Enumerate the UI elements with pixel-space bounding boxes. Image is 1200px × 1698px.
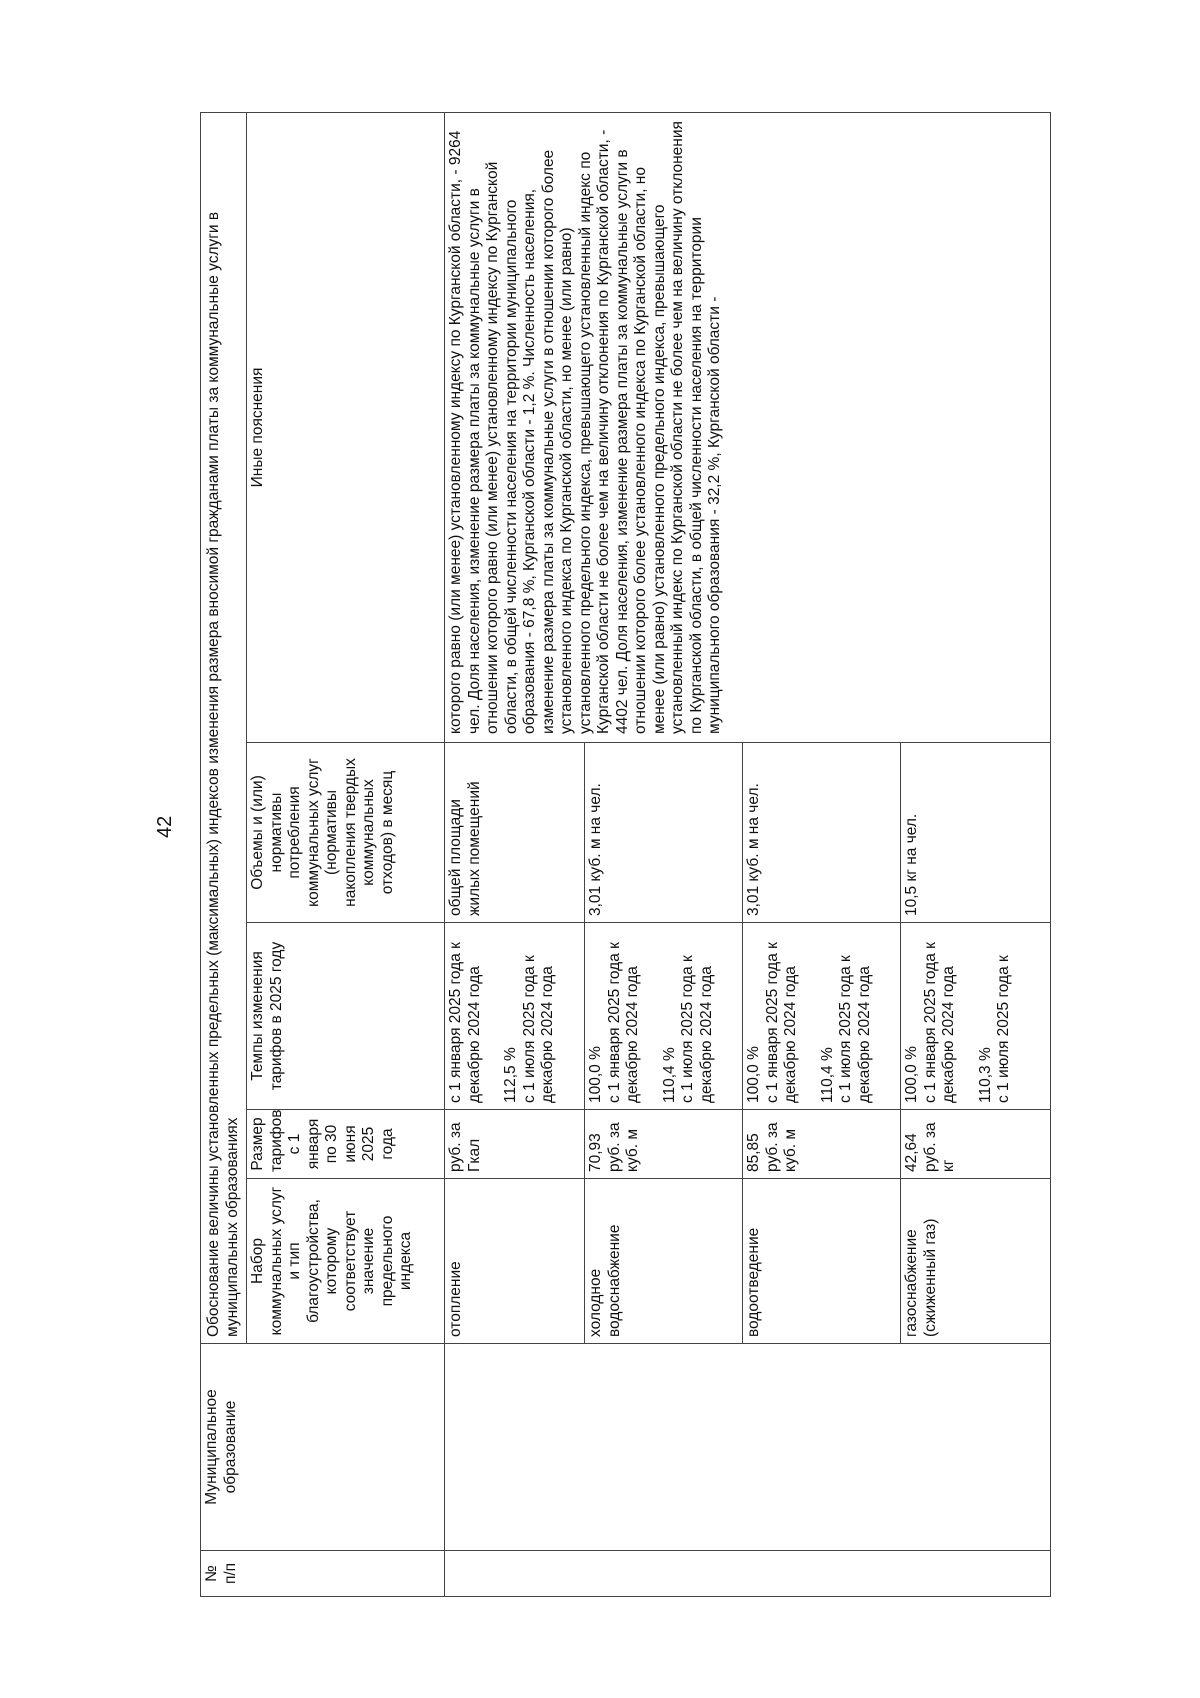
- rate-2-pct: 110,3 %: [976, 1047, 994, 1103]
- rotated-table-container: [200, 113, 1140, 1597]
- rates-cell: [445, 923, 585, 1110]
- notes-cell: которого равно (или менее) установленному индексу по Курганской области, - 9264 чел. Доля населения, изменение размера платы за коммунальные услуги в отношении которого равно (или менее) установленному индексу по Курганской области, в общей численности населения на территории муниципального образования - 67,8 %, Курганской области - 1,2 %. Численность населения, изменение размера платы за коммунальные услуги в отношении которого более установленного индекса по Курганской области, но менее (или равно) установленного предельного индекса, превышающего установленный индекс по Курганской области не более чем на величину отклонения по Курганской области, - 4402 чел. Доля населения, изменение размера платы за коммунальные услуги в отношении которого более установленного индекса по Курганской области, но менее (или равно) установленного предельного индекса, превышающего установленный индекс по Курганской области не более чем на величину отклонения по Курганской области, в общей численности населения на территории муниципального образования - 32,2 %, Курганской области -: [445, 112, 1051, 742]
- col-number-header: № п/п: [201, 1551, 445, 1597]
- page-number: 42: [154, 815, 176, 838]
- rate-2-text: с 1 июля 2025 года к декабрю 2024 года: [837, 955, 873, 1103]
- rates-cell: [585, 923, 743, 1110]
- municipality-cell: [445, 1344, 1051, 1551]
- col-rates-header: Темпы изменения тарифов в 2025 году: [247, 923, 445, 1110]
- row-number-cell: [445, 1551, 1051, 1597]
- group-title-header: Обоснование величины установленных предельных (максимальных) индексов изменения размера вносимой гражданами платы за коммунальные услуги в муниципальных образованиях: [201, 112, 247, 1343]
- tariff-cell: 70,93 руб. за куб. м: [585, 1110, 743, 1179]
- col-municipality-header: Муниципальное образование: [201, 1344, 445, 1551]
- service-cell: холодное водоснабжение: [585, 1179, 743, 1344]
- rate-2-text: с 1 июля 2025 года к декабрю 2024 года: [520, 955, 556, 1103]
- header-row-1: [201, 112, 247, 1596]
- rate-1-pct: 100,0 %: [745, 1046, 762, 1103]
- rates-cell: [743, 923, 901, 1110]
- volume-cell: 3,01 куб. м на чел.: [585, 743, 743, 923]
- rate-2-pct: 110,4 %: [660, 1047, 678, 1103]
- tariff-cell: руб. за Гкал: [445, 1110, 585, 1179]
- rate-2-text: с 1 июля 2025 года к: [995, 955, 1012, 1103]
- rate-2-pct: 110,4 %: [818, 1047, 836, 1103]
- rate-1-pct: 100,0 %: [903, 1046, 920, 1103]
- rate-1-text: с 1 января 2025 года к декабрю 2024 года: [921, 942, 957, 1103]
- tariff-justification-table: [200, 112, 1051, 1597]
- col-service-set-header: Набор коммунальных услуг и тип благоустройства, которому соответствует значение предельного индекса: [247, 1179, 445, 1344]
- rate-1-text: с 1 января 2025 года к декабрю 2024 года: [447, 942, 483, 1103]
- volume-cell: 3,01 куб. м на чел.: [743, 743, 901, 923]
- service-cell: газоснабжение (сжиженный газ): [901, 1179, 1051, 1344]
- volume-cell: общей площади жилых помещений: [445, 743, 585, 923]
- col-volume-header: Объемы и (или) нормативы потребления коммунальных услуг (нормативы накопления твердых коммунальных отходов) в месяц: [247, 743, 445, 923]
- col-tariff-header: Размер тарифов с 1 января по 30 июня 2025 года: [247, 1110, 445, 1179]
- rate-2-text: с 1 июля 2025 года к декабрю 2024 года: [679, 955, 715, 1103]
- rate-1-text: с 1 января 2025 года к декабрю 2024 года: [763, 942, 799, 1103]
- rates-cell: [901, 923, 1051, 1110]
- service-cell: отопление: [445, 1179, 585, 1344]
- tariff-cell: 42,64 руб. за кг: [901, 1110, 1051, 1179]
- tariff-cell: 85,85 руб. за куб. м: [743, 1110, 901, 1179]
- table-row: [445, 112, 585, 1596]
- volume-cell: 10,5 кг на чел.: [901, 743, 1051, 923]
- rate-1-pct: 100,0 %: [587, 1046, 604, 1103]
- rate-2-pct: 112,5 %: [502, 1047, 519, 1103]
- rate-1-text: с 1 января 2025 года к декабрю 2024 года: [605, 942, 641, 1103]
- col-notes-header: Иные пояснения: [247, 112, 445, 742]
- service-cell: водоотведение: [743, 1179, 901, 1344]
